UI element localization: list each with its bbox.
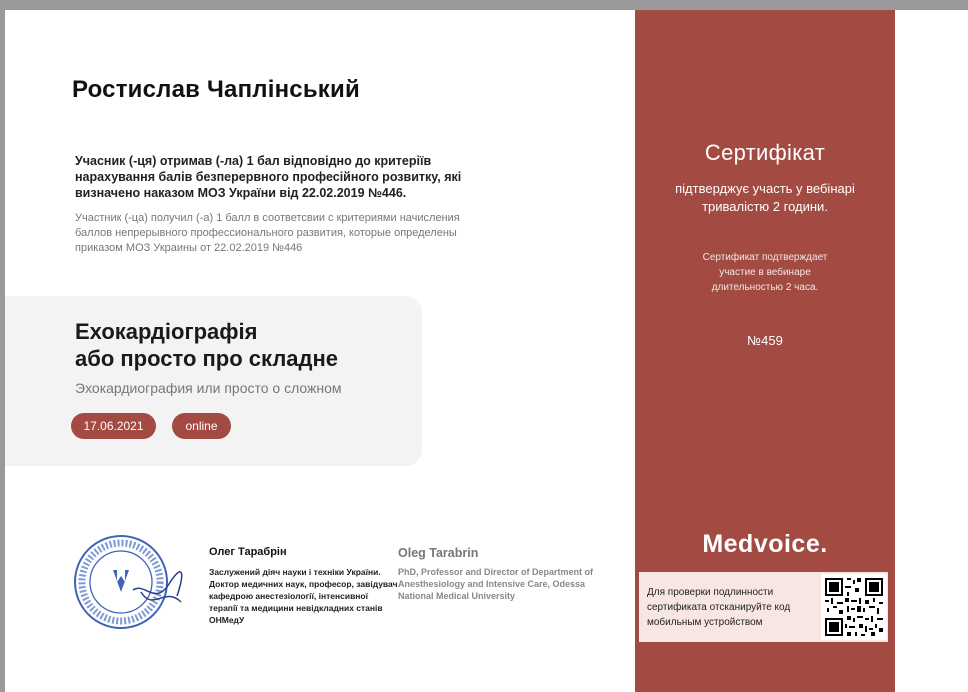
signer-description-ua: Заслужений діяч науки і техніки України. Доктор медичних наук, професор, завідувач кафедрою анестезіології, інтенсивної терапії та медицини невідкладних станів ОНМедУ [209, 567, 398, 625]
verification-text: Для проверки подлинности сертификата отсканируйте код мобильным устройством [647, 587, 791, 628]
certificate-text-ru: Сертификат подтверждает участие в вебинаре длительностью 2 часа. [702, 252, 828, 293]
certificate-text-ua: підтверджує участь у вебінарі тривалістю 2 години. [675, 181, 855, 214]
course-title-line2: або просто про складне [75, 346, 339, 371]
format-badge: online [172, 413, 231, 439]
course-title [75, 318, 415, 372]
signer-name-ua: Олег Тарабрін [209, 546, 287, 558]
signer-description-en: PhD, Professor and Director of Department of Anesthesiology and Intensive Care, Odessa National Medical University [398, 567, 594, 601]
verification-box [639, 572, 888, 642]
course-subtitle: Эхокардиография или просто о сложном [75, 380, 342, 396]
university-seal-stamp [73, 532, 191, 632]
recipient-name: Ростислав Чаплінський [72, 76, 360, 103]
statement-ua: Учасник (-ця) отримав (-ла) 1 бал відповідно до критеріїв нарахування балів безперервного професійного розвитку, які визначено наказом МОЗ України від 22.02.2019 №446. [75, 154, 462, 200]
qr-code[interactable] [821, 574, 887, 640]
course-title-line1: Ехокардіографія [75, 319, 258, 344]
certificate-page [5, 10, 968, 692]
certificate-title: Сертифікат [704, 140, 826, 165]
medvoice-logo: Medvoice. [702, 530, 828, 558]
certificate-number: №459 [747, 333, 783, 348]
statement-ru: Участник (-ца) получил (-а) 1 балл в соответсвии с критериями начисления баллов непрерывного профессионального развития, которые определены приказом МОЗ Украины от 22.02.2019 №446 [75, 212, 460, 254]
signer-name-en: Oleg Tarabrin [398, 546, 479, 560]
certificate-side-panel [635, 10, 895, 692]
course-card [5, 296, 422, 466]
date-badge: 17.06.2021 [71, 413, 156, 439]
